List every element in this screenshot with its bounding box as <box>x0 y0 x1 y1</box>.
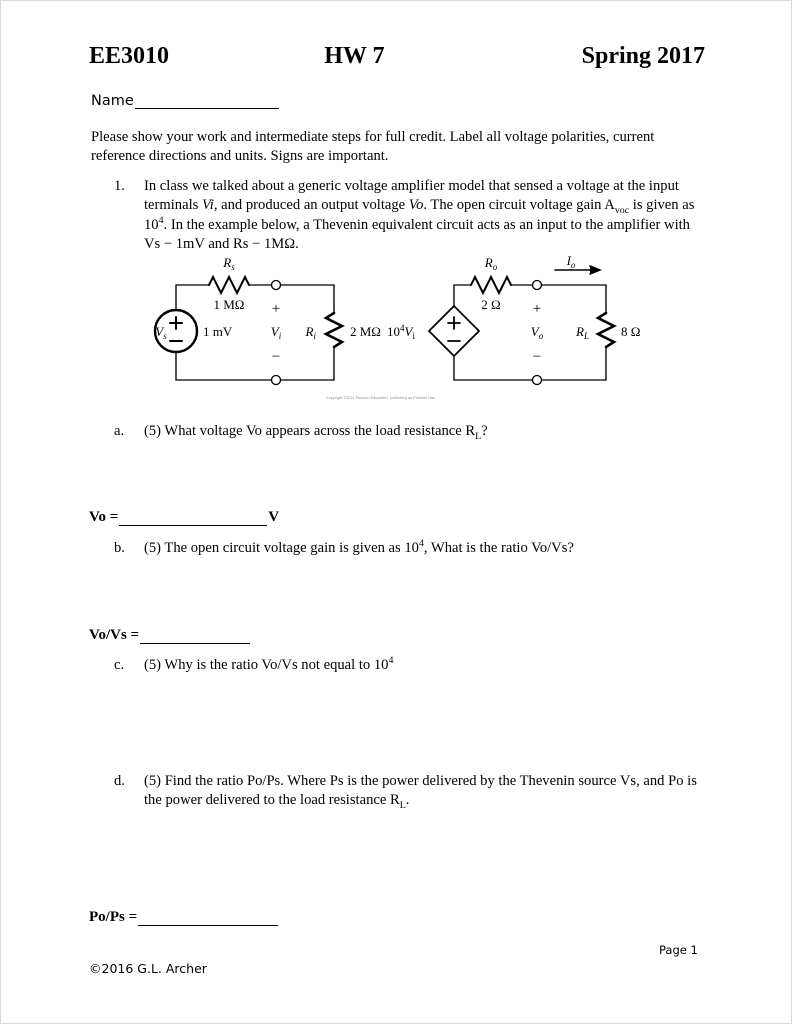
problem-1 <box>114 177 706 255</box>
answer-vo-vs-prompt: Vo/Vs = <box>89 627 140 643</box>
gain-exponent: 4 <box>158 214 164 226</box>
label-ri-value: 2 MΩ <box>350 324 381 339</box>
answer-vo-prompt: Vo = <box>89 509 119 525</box>
label-io: $I_o$ <box>566 253 576 270</box>
label-vs: $V_s$ <box>155 324 167 341</box>
footer-copyright: ©2016 G.L. Archer <box>89 961 207 976</box>
label-ri: $R_i$ <box>305 324 316 341</box>
right-top-terminal-node <box>533 281 542 290</box>
part-a-points: (5) <box>144 423 162 439</box>
problem-text-4: is given as 10 <box>144 197 695 233</box>
answer-po-ps-prompt: Po/Ps = <box>89 909 138 925</box>
label-ro: $R_o$ <box>484 255 498 272</box>
resistor-ri <box>326 313 342 347</box>
answer-po-ps-blank[interactable] <box>138 912 278 926</box>
label-vi: $V_i$ <box>270 324 282 341</box>
label-vs-value: 1 mV <box>203 324 233 339</box>
name-field-row <box>91 93 279 109</box>
part-a-sub: L <box>475 430 482 442</box>
part-a-text <box>144 422 706 441</box>
part-b-text <box>144 539 706 558</box>
vo-plus-polarity: + <box>532 301 542 317</box>
resistor-rs <box>209 277 249 293</box>
part-c-points: (5) <box>144 657 162 673</box>
label-vo: $V_o$ <box>530 324 544 341</box>
label-dependent-source: $10^4V_i$ <box>387 323 415 341</box>
part-c-exp: 4 <box>388 655 394 667</box>
label-rl: $R_L$ <box>576 324 589 341</box>
part-d-text <box>144 772 706 811</box>
part-d-points: (5) <box>144 773 162 789</box>
part-d-sub: L <box>399 800 406 812</box>
part-d-label: d. <box>114 773 125 789</box>
vi-plus-polarity: + <box>271 301 281 317</box>
part-c-question: Why is the ratio Vo/Vs not equal to 10 <box>164 657 389 673</box>
page-header <box>89 43 705 70</box>
part-a <box>114 422 706 441</box>
answer-vo-vs <box>89 627 251 644</box>
name-label: Name <box>91 93 134 109</box>
dependent-source-diamond <box>429 306 479 356</box>
answer-vo-blank[interactable] <box>119 512 267 526</box>
part-b-label: b. <box>114 540 125 556</box>
part-d-question: Find the ratio Po/Ps. Where Ps is the power delivered by the Thevenin source Vs, and Po is the power delivered to the load resistance R <box>144 773 697 809</box>
vo-symbol: Vo <box>408 197 424 214</box>
problem-number: 1. <box>114 178 125 194</box>
footer-page-number: Page 1 <box>659 943 698 957</box>
part-c-label: c. <box>114 657 125 673</box>
part-c <box>114 656 706 675</box>
part-b <box>114 539 706 558</box>
part-b-points: (5) <box>144 540 162 556</box>
part-d-tail: . <box>405 792 410 809</box>
name-input-blank[interactable] <box>135 95 279 109</box>
part-c-text <box>144 656 706 675</box>
part-a-question: What voltage Vo appears across the load resistance R <box>164 423 476 439</box>
io-arrow-head <box>590 266 600 274</box>
answer-vo-vs-blank[interactable] <box>140 630 250 644</box>
left-bottom-terminal-node <box>272 376 281 385</box>
avoc-subscript: voc <box>614 205 630 217</box>
part-d <box>114 772 706 811</box>
answer-vo <box>89 509 279 526</box>
answer-po-ps <box>89 909 279 926</box>
problem-text-3: . The open circuit voltage gain A <box>423 197 615 214</box>
part-a-label: a. <box>114 423 125 439</box>
part-b-question: The open circuit voltage gain is given as 10 <box>164 540 419 556</box>
right-bottom-terminal-node <box>533 376 542 385</box>
problem-text-1: In class we talked about a generic voltage amplifier model that sensed a voltage at the input terminals <box>144 178 679 214</box>
vi-symbol: Vi <box>201 197 214 214</box>
problem-statement <box>144 177 706 255</box>
problem-text-2: , and produced an output voltage <box>213 197 409 214</box>
circuit-figure <box>151 253 651 413</box>
label-rs: $R_s$ <box>223 255 235 272</box>
vo-minus-polarity: − <box>532 349 542 365</box>
label-rl-value: 8 Ω <box>621 324 641 339</box>
resistor-rl <box>598 313 614 347</box>
problem-text-5: . In the example below, a Thevenin equivalent circuit acts as an input to the amplifier with Vs − 1mV and Rs − 1MΩ. <box>144 216 690 253</box>
left-top-terminal-node <box>272 281 281 290</box>
assignment-title: HW 7 <box>324 43 385 69</box>
answer-vo-unit: V <box>268 509 280 525</box>
course-code: EE3010 <box>89 43 170 69</box>
circuit-svg <box>151 253 651 398</box>
vi-minus-polarity: − <box>271 349 281 365</box>
label-ro-value: 2 Ω <box>481 297 501 312</box>
resistor-ro <box>471 277 511 293</box>
part-a-tail: ? <box>481 423 488 439</box>
part-b-tail: , What is the ratio Vo/Vs? <box>423 540 574 556</box>
term-label: Spring 2017 <box>581 43 705 69</box>
instructions-text: Please show your work and intermediate steps for full credit. Label all voltage polarities, current reference directions and units. Signs are important. <box>91 129 655 164</box>
figure-copyright: Copyright ©2014 Pearson Education, publishing as Prentice Hall <box>326 396 435 400</box>
part-b-exp: 4 <box>418 538 424 550</box>
label-rs-value: 1 MΩ <box>213 297 245 312</box>
